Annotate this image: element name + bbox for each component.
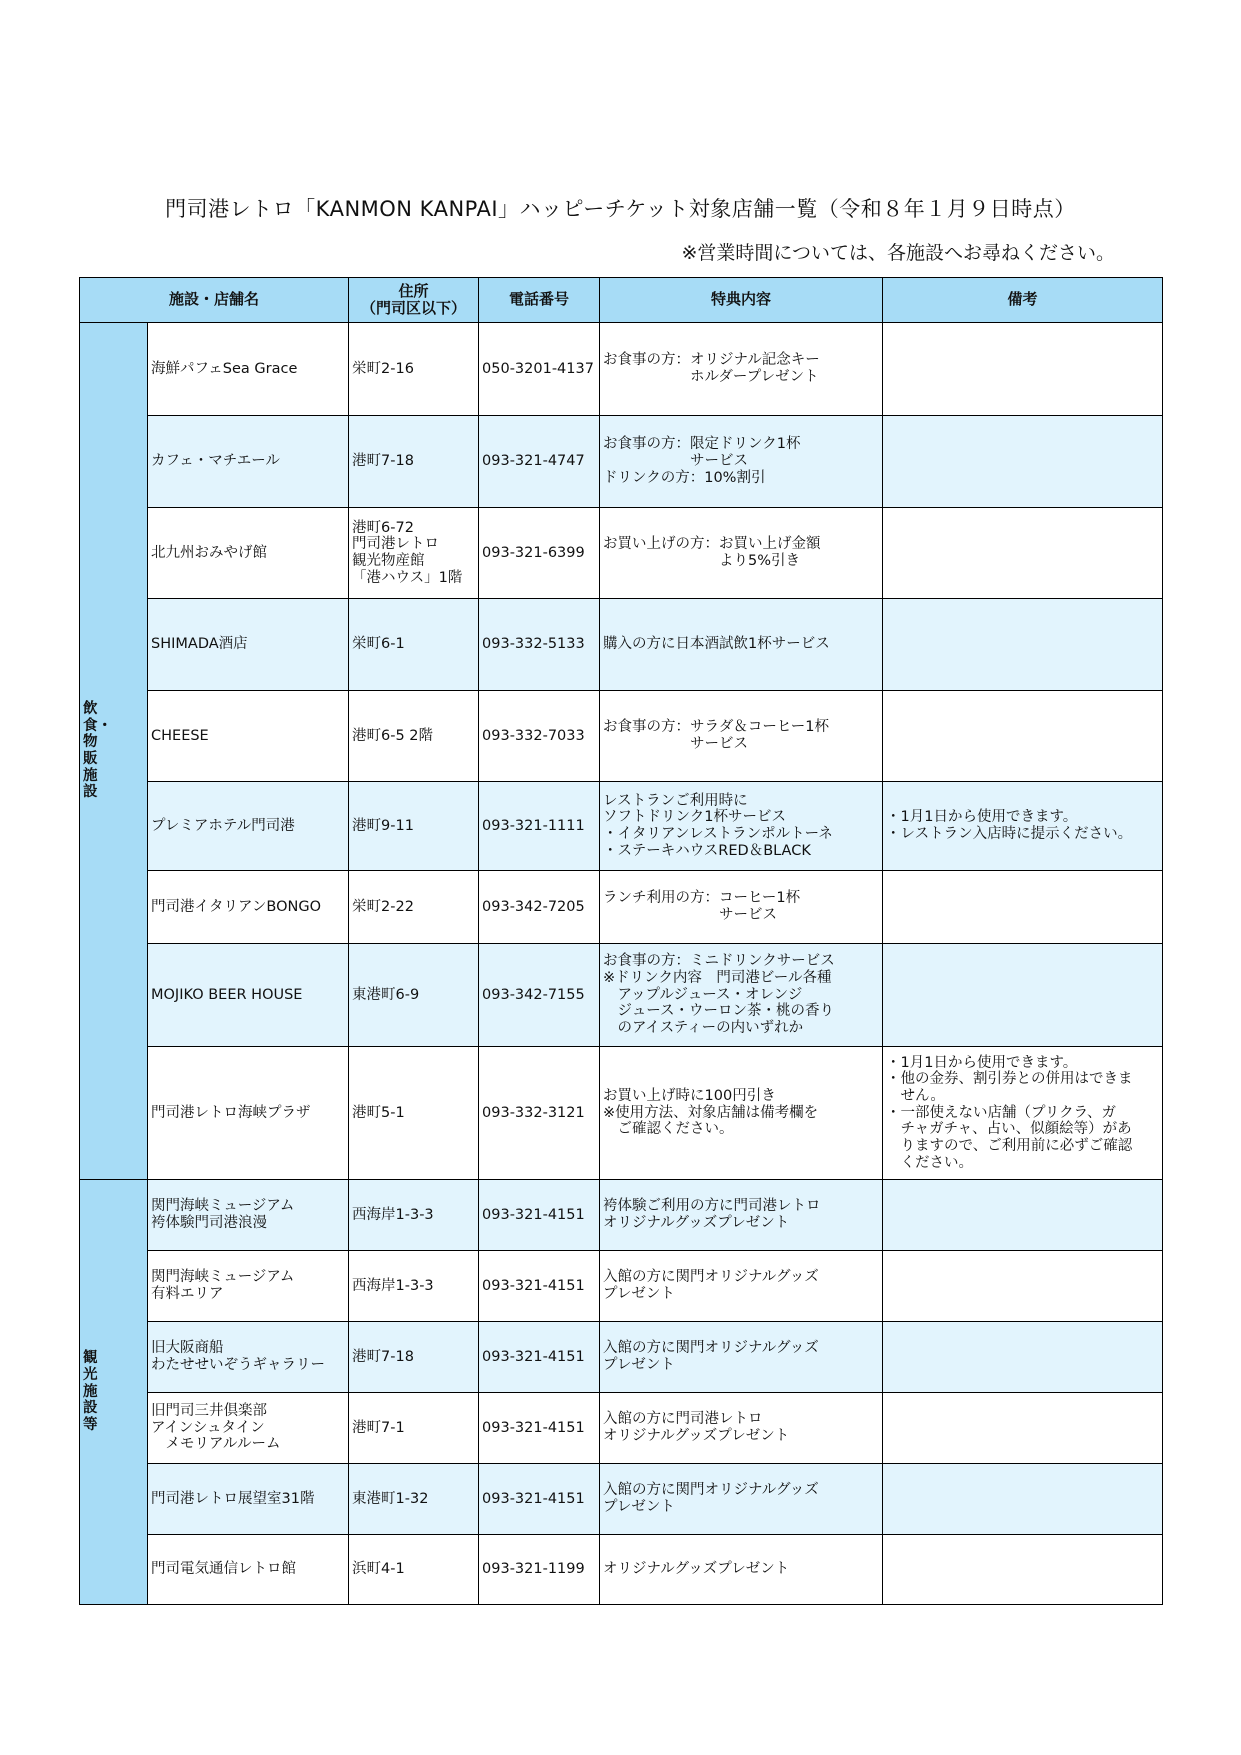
store-name: 海鮮パフェSea Grace — [148, 323, 349, 416]
store-phone: 093-332-7033 — [479, 691, 600, 782]
table-row — [80, 323, 1163, 416]
category-tourism — [80, 1180, 148, 1605]
store-address: 西海岸1-3-3 — [349, 1180, 479, 1251]
store-remarks — [883, 323, 1163, 416]
store-phone: 093-321-1111 — [479, 782, 600, 871]
store-benefit: 袴体験ご利用の方に門司港レトロ オリジナルグッズプレゼント — [600, 1180, 883, 1251]
store-benefit: お買い上げの方：お買い上げ金額 より5%引き — [600, 508, 883, 599]
store-address: 東港町1-32 — [349, 1464, 479, 1535]
table-row — [80, 1393, 1163, 1464]
table-row — [80, 691, 1163, 782]
table-row — [80, 1464, 1163, 1535]
store-phone: 093-321-4151 — [479, 1180, 600, 1251]
header-phone: 電話番号 — [479, 278, 600, 323]
store-remarks — [883, 1322, 1163, 1393]
table-row — [80, 871, 1163, 944]
store-remarks — [883, 1180, 1163, 1251]
store-name: 北九州おみやげ館 — [148, 508, 349, 599]
store-address: 港町6-72 門司港レトロ 観光物産館 「港ハウス」1階 — [349, 508, 479, 599]
store-benefit: ランチ利用の方：コーヒー1杯 サービス — [600, 871, 883, 944]
store-name: MOJIKO BEER HOUSE — [148, 944, 349, 1047]
store-address: 港町7-1 — [349, 1393, 479, 1464]
store-benefit: 入館の方に関門オリジナルグッズ プレゼント — [600, 1322, 883, 1393]
store-phone: 093-321-4747 — [479, 416, 600, 508]
store-remarks — [883, 871, 1163, 944]
store-name: 旧門司三井倶楽部 アインシュタイン メモリアルルーム — [148, 1393, 349, 1464]
store-name: 門司港レトロ海峡プラザ — [148, 1047, 349, 1180]
store-name: 門司電気通信レトロ館 — [148, 1535, 349, 1605]
store-remarks — [883, 1464, 1163, 1535]
store-remarks — [883, 599, 1163, 691]
table-row — [80, 944, 1163, 1047]
store-remarks: ・1月1日から使用できます。 ・他の金券、割引券との併用はできま せん。 ・一部使えない店舗（プリクラ、ガ チャガチャ、占い、似顔絵等）があ りますので、ご利用前に必ずご確認 ください。 — [883, 1047, 1163, 1180]
store-name: 門司港イタリアンBONGO — [148, 871, 349, 944]
store-address: 栄町2-16 — [349, 323, 479, 416]
store-phone: 093-321-6399 — [479, 508, 600, 599]
store-benefit: 入館の方に門司港レトロ オリジナルグッズプレゼント — [600, 1393, 883, 1464]
store-remarks: ・1月1日から使用できます。 ・レストラン入店時に提示ください。 — [883, 782, 1163, 871]
table-header-row — [80, 278, 1163, 323]
store-address: 栄町6-1 — [349, 599, 479, 691]
store-remarks — [883, 416, 1163, 508]
store-phone: 093-342-7155 — [479, 944, 600, 1047]
store-phone: 093-332-3121 — [479, 1047, 600, 1180]
store-benefit: お食事の方：サラダ＆コーヒー1杯 サービス — [600, 691, 883, 782]
store-name: SHIMADA酒店 — [148, 599, 349, 691]
table-row — [80, 1535, 1163, 1605]
store-remarks — [883, 1251, 1163, 1322]
header-name: 施設・店舗名 — [80, 278, 349, 323]
store-benefit: お食事の方：オリジナル記念キー ホルダープレゼント — [600, 323, 883, 416]
store-phone: 093-332-5133 — [479, 599, 600, 691]
store-phone: 093-321-4151 — [479, 1464, 600, 1535]
store-phone: 093-321-1199 — [479, 1535, 600, 1605]
store-address: 栄町2-22 — [349, 871, 479, 944]
store-name: 関門海峡ミュージアム 有料エリア — [148, 1251, 349, 1322]
table-row — [80, 1180, 1163, 1251]
store-name: カフェ・マチエール — [148, 416, 349, 508]
table-row — [80, 1047, 1163, 1180]
store-address: 港町7-18 — [349, 416, 479, 508]
store-phone: 050-3201-4137 — [479, 323, 600, 416]
store-remarks — [883, 1535, 1163, 1605]
store-benefit: レストランご利用時に ソフトドリンク1杯サービス ・イタリアンレストランポルトーネ ・ステーキハウスRED＆BLACK — [600, 782, 883, 871]
store-name: 旧大阪商船 わたせせいぞうギャラリー — [148, 1322, 349, 1393]
table-row — [80, 1251, 1163, 1322]
store-name: CHEESE — [148, 691, 349, 782]
store-phone: 093-321-4151 — [479, 1393, 600, 1464]
store-address: 西海岸1-3-3 — [349, 1251, 479, 1322]
store-remarks — [883, 508, 1163, 599]
header-benefit: 特典内容 — [600, 278, 883, 323]
store-benefit: お食事の方：ミニドリンクサービス ※ドリンク内容 門司港ビール各種 アップルジュース・オレンジ ジュース・ウーロン茶・桃の香り のアイスティーの内いずれか — [600, 944, 883, 1047]
category-food-label: 飲食・物販施設 — [83, 700, 112, 801]
store-table — [79, 277, 1163, 1605]
store-phone: 093-342-7205 — [479, 871, 600, 944]
store-phone: 093-321-4151 — [479, 1251, 600, 1322]
table-row — [80, 599, 1163, 691]
store-benefit: オリジナルグッズプレゼント — [600, 1535, 883, 1605]
store-remarks — [883, 1393, 1163, 1464]
store-address: 東港町6-9 — [349, 944, 479, 1047]
store-name: プレミアホテル門司港 — [148, 782, 349, 871]
category-tourism-label: 観光施設等 — [83, 1350, 98, 1433]
page-title: 門司港レトロ「KANMON KANPAI」ハッピーチケット対象店舗一覧（令和８年１月９日時点） — [165, 197, 1076, 221]
header-address: 住所 （門司区以下） — [349, 278, 479, 323]
table-row — [80, 782, 1163, 871]
store-address: 港町5-1 — [349, 1047, 479, 1180]
store-benefit: 購入の方に日本酒試飲1杯サービス — [600, 599, 883, 691]
category-food — [80, 323, 148, 1180]
store-remarks — [883, 944, 1163, 1047]
store-address: 港町9-11 — [349, 782, 479, 871]
store-benefit: 入館の方に関門オリジナルグッズ プレゼント — [600, 1464, 883, 1535]
store-address: 港町6-5 2階 — [349, 691, 479, 782]
store-benefit: お買い上げ時に100円引き ※使用方法、対象店舗は備考欄を ご確認ください。 — [600, 1047, 883, 1180]
store-benefit: お食事の方：限定ドリンク1杯 サービス ドリンクの方：10%割引 — [600, 416, 883, 508]
store-name: 関門海峡ミュージアム 袴体験門司港浪漫 — [148, 1180, 349, 1251]
table-row — [80, 1322, 1163, 1393]
table-row — [80, 416, 1163, 508]
store-remarks — [883, 691, 1163, 782]
table-row — [80, 508, 1163, 599]
store-address: 港町7-18 — [349, 1322, 479, 1393]
store-benefit: 入館の方に関門オリジナルグッズ プレゼント — [600, 1251, 883, 1322]
header-remarks: 備考 — [883, 278, 1163, 323]
hours-note: ※営業時間については、各施設へお尋ねください。 — [681, 242, 1115, 264]
store-name: 門司港レトロ展望室31階 — [148, 1464, 349, 1535]
store-address: 浜町4-1 — [349, 1535, 479, 1605]
store-phone: 093-321-4151 — [479, 1322, 600, 1393]
